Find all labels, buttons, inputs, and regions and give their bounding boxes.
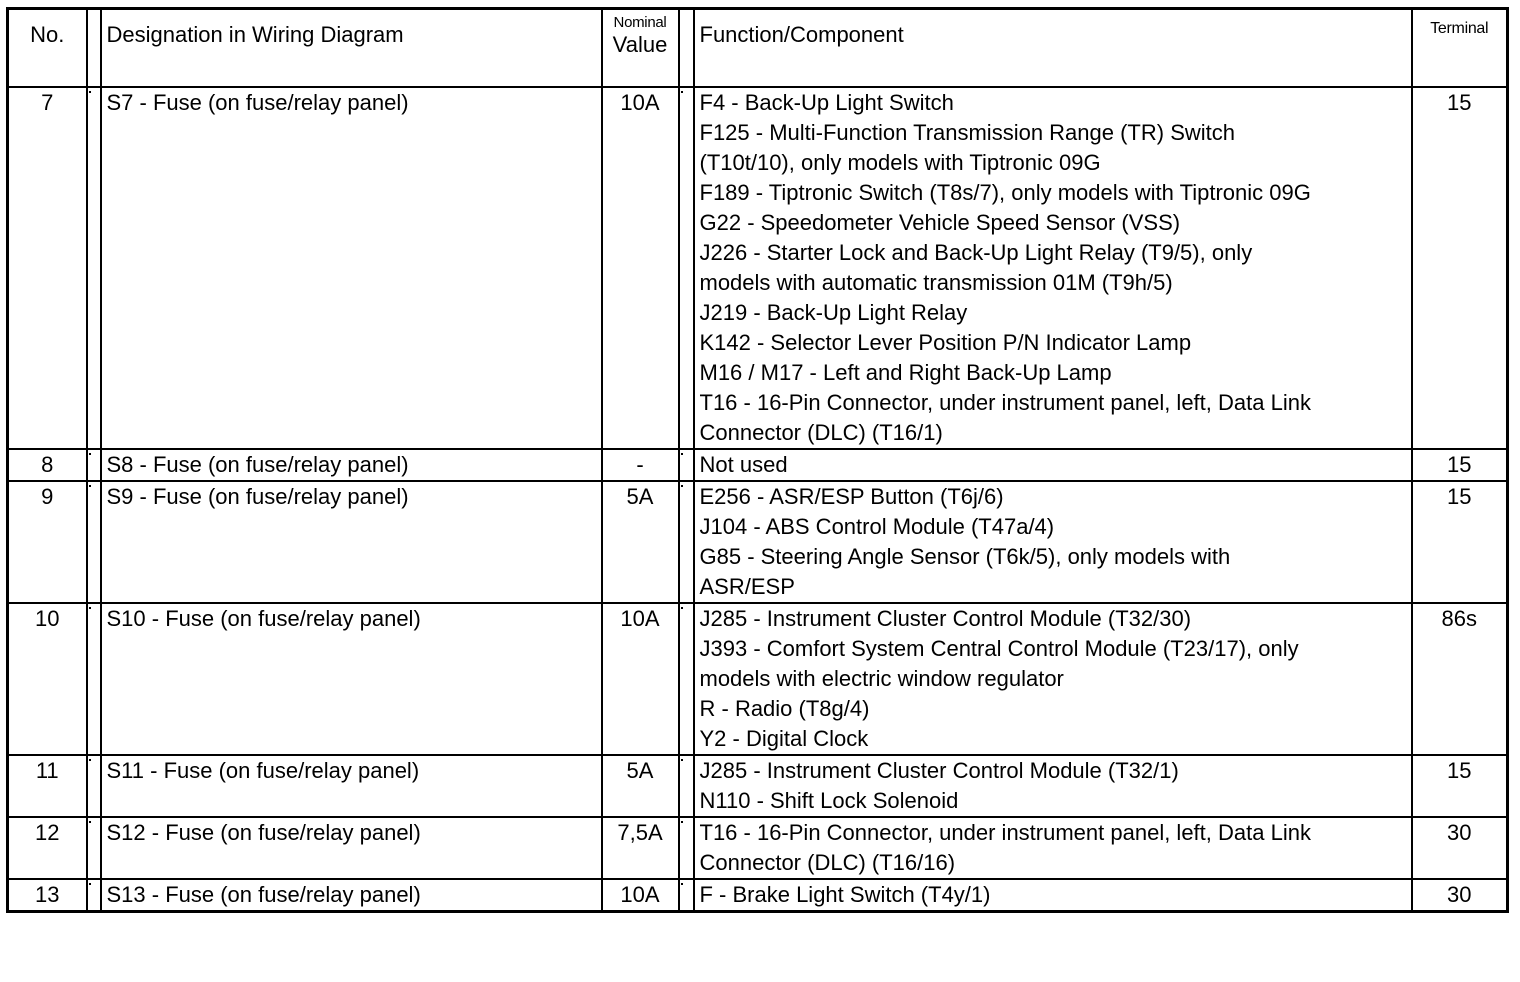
row-number: 13 (8, 879, 87, 912)
component-line: J393 - Comfort System Central Control Module (T23/17), only (699, 636, 1299, 661)
column-gap (87, 603, 101, 755)
component-line: F189 - Tiptronic Switch (T8s/7), only models with Tiptronic 09G (699, 180, 1311, 205)
fuse-designation: S11 - Fuse (on fuse/relay panel) (101, 755, 602, 817)
tick-mark (89, 607, 91, 609)
nominal-value: 10A (602, 879, 679, 912)
row-number: 11 (8, 755, 87, 817)
column-gap (679, 755, 694, 817)
component-line: Not used (699, 452, 788, 477)
component-line: Connector (DLC) (T16/16) (699, 850, 956, 875)
component-line: G22 - Speedometer Vehicle Speed Sensor (VSS) (699, 210, 1181, 235)
table-row (8, 481, 1508, 603)
column-gap (87, 481, 101, 603)
terminal: 30 (1412, 817, 1508, 879)
function-components (694, 449, 1412, 481)
terminal: 15 (1412, 87, 1508, 449)
row-number: 10 (8, 603, 87, 755)
function-components (694, 755, 1412, 817)
fuse-designation: S10 - Fuse (on fuse/relay panel) (101, 603, 602, 755)
tick-mark (89, 91, 91, 93)
header-gap (87, 9, 101, 88)
table-row (8, 879, 1508, 912)
function-components (694, 481, 1412, 603)
column-gap (87, 449, 101, 481)
fuse-designation: S9 - Fuse (on fuse/relay panel) (101, 481, 602, 603)
component-line: Connector (DLC) (T16/1) (699, 420, 943, 445)
component-line: F125 - Multi-Function Transmission Range (TR) Switch (699, 120, 1235, 145)
function-components (694, 87, 1412, 449)
nominal-value: 7,5A (602, 817, 679, 879)
terminal: 30 (1412, 879, 1508, 912)
header-designation: Designation in Wiring Diagram (101, 9, 602, 88)
nominal-value: 5A (602, 481, 679, 603)
component-line: models with electric window regulator (699, 666, 1064, 691)
tick-mark (89, 821, 91, 823)
fuse-designation: S12 - Fuse (on fuse/relay panel) (101, 817, 602, 879)
table-row (8, 603, 1508, 755)
component-line: (T10t/10), only models with Tiptronic 09G (699, 150, 1101, 175)
header-terminal: Terminal (1412, 9, 1508, 88)
row-number: 7 (8, 87, 87, 449)
component-line: J226 - Starter Lock and Back-Up Light Relay (T9/5), only (699, 240, 1253, 265)
component-line: M16 / M17 - Left and Right Back-Up Lamp (699, 360, 1112, 385)
header-gap (679, 9, 694, 88)
component-line: F4 - Back-Up Light Switch (699, 90, 954, 115)
column-gap (679, 817, 694, 879)
function-components (694, 603, 1412, 755)
header-row (8, 9, 1508, 88)
component-line: J219 - Back-Up Light Relay (699, 300, 968, 325)
tick-mark (681, 91, 683, 93)
header-no: No. (8, 9, 87, 88)
header-function: Function/Component (694, 9, 1412, 88)
tick-mark (89, 485, 91, 487)
tick-mark (89, 883, 91, 885)
component-line: Y2 - Digital Clock (699, 726, 869, 751)
table-row (8, 817, 1508, 879)
nominal-value: 5A (602, 755, 679, 817)
header-value-label: Value (612, 32, 668, 57)
tick-mark (681, 453, 683, 455)
terminal: 86s (1412, 603, 1508, 755)
nominal-value: - (602, 449, 679, 481)
component-line: R - Radio (T8g/4) (699, 696, 870, 721)
terminal: 15 (1412, 449, 1508, 481)
column-gap (87, 817, 101, 879)
column-gap (87, 87, 101, 449)
component-line: ASR/ESP (699, 574, 795, 599)
component-line: J285 - Instrument Cluster Control Module (T32/1) (699, 758, 1179, 783)
header-nominal-label: Nominal (613, 14, 667, 31)
row-number: 8 (8, 449, 87, 481)
table-row (8, 755, 1508, 817)
component-line: J285 - Instrument Cluster Control Module (T32/30) (699, 606, 1192, 631)
row-number: 9 (8, 481, 87, 603)
fuse-designation: S7 - Fuse (on fuse/relay panel) (101, 87, 602, 449)
tick-mark (681, 485, 683, 487)
nominal-value: 10A (602, 603, 679, 755)
fuse-designation: S13 - Fuse (on fuse/relay panel) (101, 879, 602, 912)
component-line: T16 - 16-Pin Connector, under instrument panel, left, Data Link (699, 390, 1311, 415)
fuse-designation: S8 - Fuse (on fuse/relay panel) (101, 449, 602, 481)
table-row (8, 449, 1508, 481)
component-line: models with automatic transmission 01M (T9h/5) (699, 270, 1173, 295)
component-line: N110 - Shift Lock Solenoid (699, 788, 959, 813)
tick-mark (681, 883, 683, 885)
row-number: 12 (8, 817, 87, 879)
function-components (694, 879, 1412, 912)
component-line: K142 - Selector Lever Position P/N Indicator Lamp (699, 330, 1192, 355)
component-line: T16 - 16-Pin Connector, under instrument panel, left, Data Link (699, 820, 1311, 845)
table-body (8, 87, 1508, 912)
function-components (694, 817, 1412, 879)
column-gap (679, 879, 694, 912)
column-gap (87, 755, 101, 817)
tick-mark (681, 607, 683, 609)
terminal: 15 (1412, 755, 1508, 817)
component-line: E256 - ASR/ESP Button (T6j/6) (699, 484, 1004, 509)
component-line: J104 - ABS Control Module (T47a/4) (699, 514, 1055, 539)
column-gap (679, 87, 694, 449)
column-gap (679, 481, 694, 603)
tick-mark (89, 759, 91, 761)
table-row (8, 87, 1508, 449)
tick-mark (681, 821, 683, 823)
fuse-table (6, 7, 1509, 913)
column-gap (679, 449, 694, 481)
column-gap (679, 603, 694, 755)
nominal-value: 10A (602, 87, 679, 449)
header-nominal-value (602, 9, 679, 88)
tick-mark (681, 759, 683, 761)
component-line: F - Brake Light Switch (T4y/1) (699, 882, 991, 907)
tick-mark (89, 453, 91, 455)
terminal: 15 (1412, 481, 1508, 603)
column-gap (87, 879, 101, 912)
component-line: G85 - Steering Angle Sensor (T6k/5), only models with (699, 544, 1231, 569)
